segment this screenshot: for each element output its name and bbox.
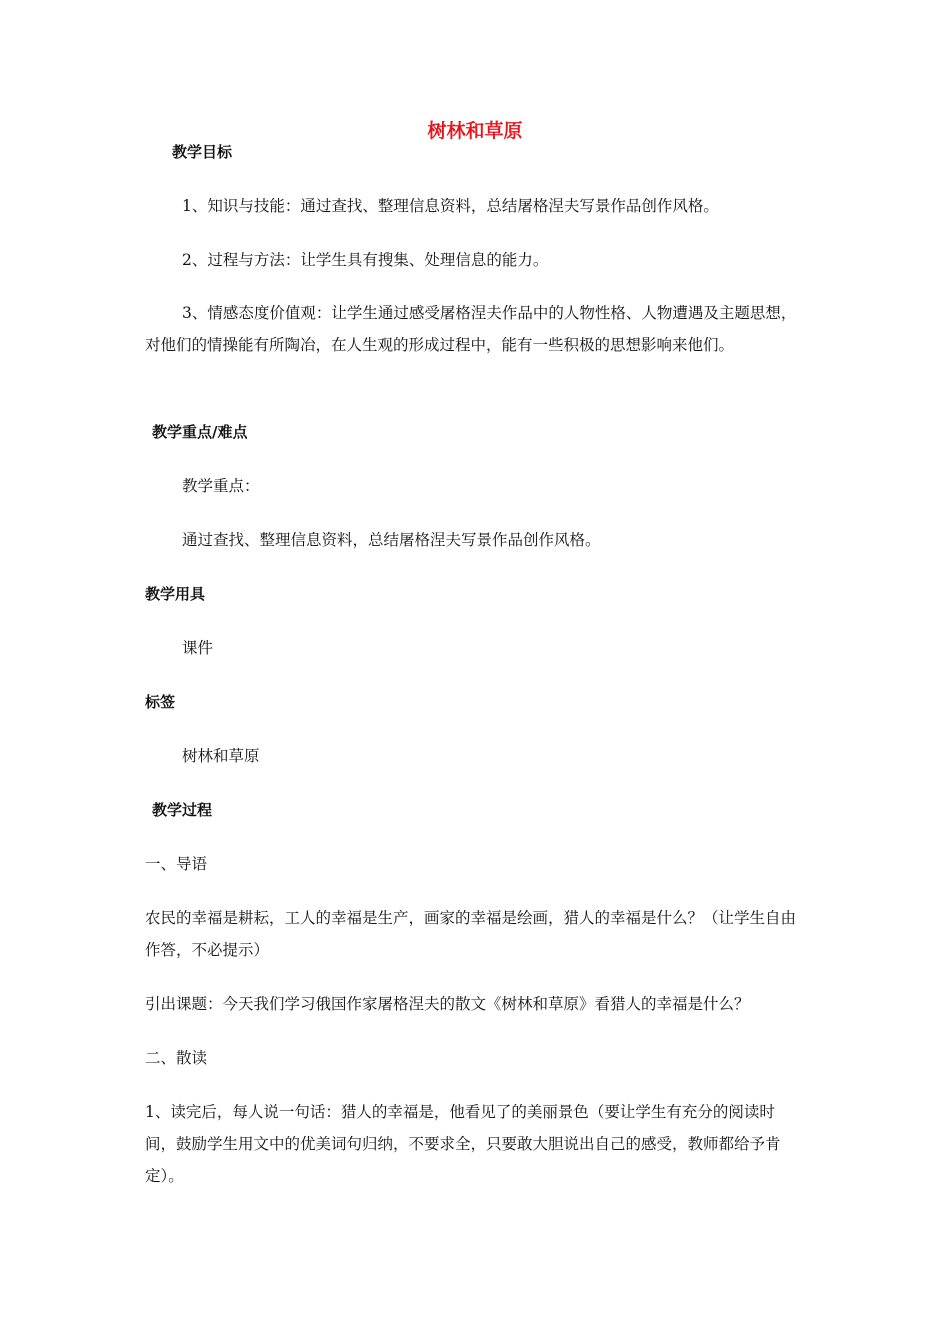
introduction-paragraph-2: 引出课题：今天我们学习俄国作家屠格涅夫的散文《树林和草原》看猎人的幸福是什么？ [145, 995, 750, 1013]
heading-tags: 标签 [145, 693, 176, 711]
goal-3: 3、情感态度价值观：让学生通过感受屠格涅夫作品中的人物性格、人物遭遇及主题思想，对他们的情操能有所陶冶，在人生观的形成过程中，能有一些积极的思想影响来他们。 [145, 304, 797, 354]
tags-text: 树林和草原 [182, 747, 260, 765]
teaching-tools-text: 课件 [182, 639, 214, 657]
goal-1: 1、知识与技能：通过查找、整理信息资料，总结屠格涅夫写景作品创作风格。 [182, 197, 719, 215]
heading-key-points: 教学重点/难点 [152, 423, 248, 441]
heading-introduction: 一、导语 [145, 855, 208, 873]
heading-teaching-process: 教学过程 [152, 801, 213, 819]
goal-2: 2、过程与方法：让学生具有搜集、处理信息的能力。 [182, 251, 549, 269]
introduction-paragraph-1: 农民的幸福是耕耘，工人的幸福是生产，画家的幸福是绘画，猎人的幸福是什么？（让学生自由作答，不必提示） [145, 909, 797, 959]
heading-reading: 二、散读 [145, 1049, 208, 1067]
document-title: 树林和草原 [427, 120, 523, 142]
heading-teaching-tools: 教学用具 [145, 585, 206, 603]
heading-teaching-goals: 教学目标 [172, 143, 233, 161]
reading-paragraph-1: 1、读完后，每人说一句话：猎人的幸福是，他看见了的美丽景色（要让学生有充分的阅读时间，鼓励学生用文中的优美词句归纳，不要求全，只要敢大胆说出自己的感受，教师都给予肯定）。 [145, 1103, 781, 1185]
key-point-label: 教学重点： [182, 477, 260, 495]
key-point-text: 通过查找、整理信息资料，总结屠格涅夫写景作品创作风格。 [182, 531, 601, 549]
